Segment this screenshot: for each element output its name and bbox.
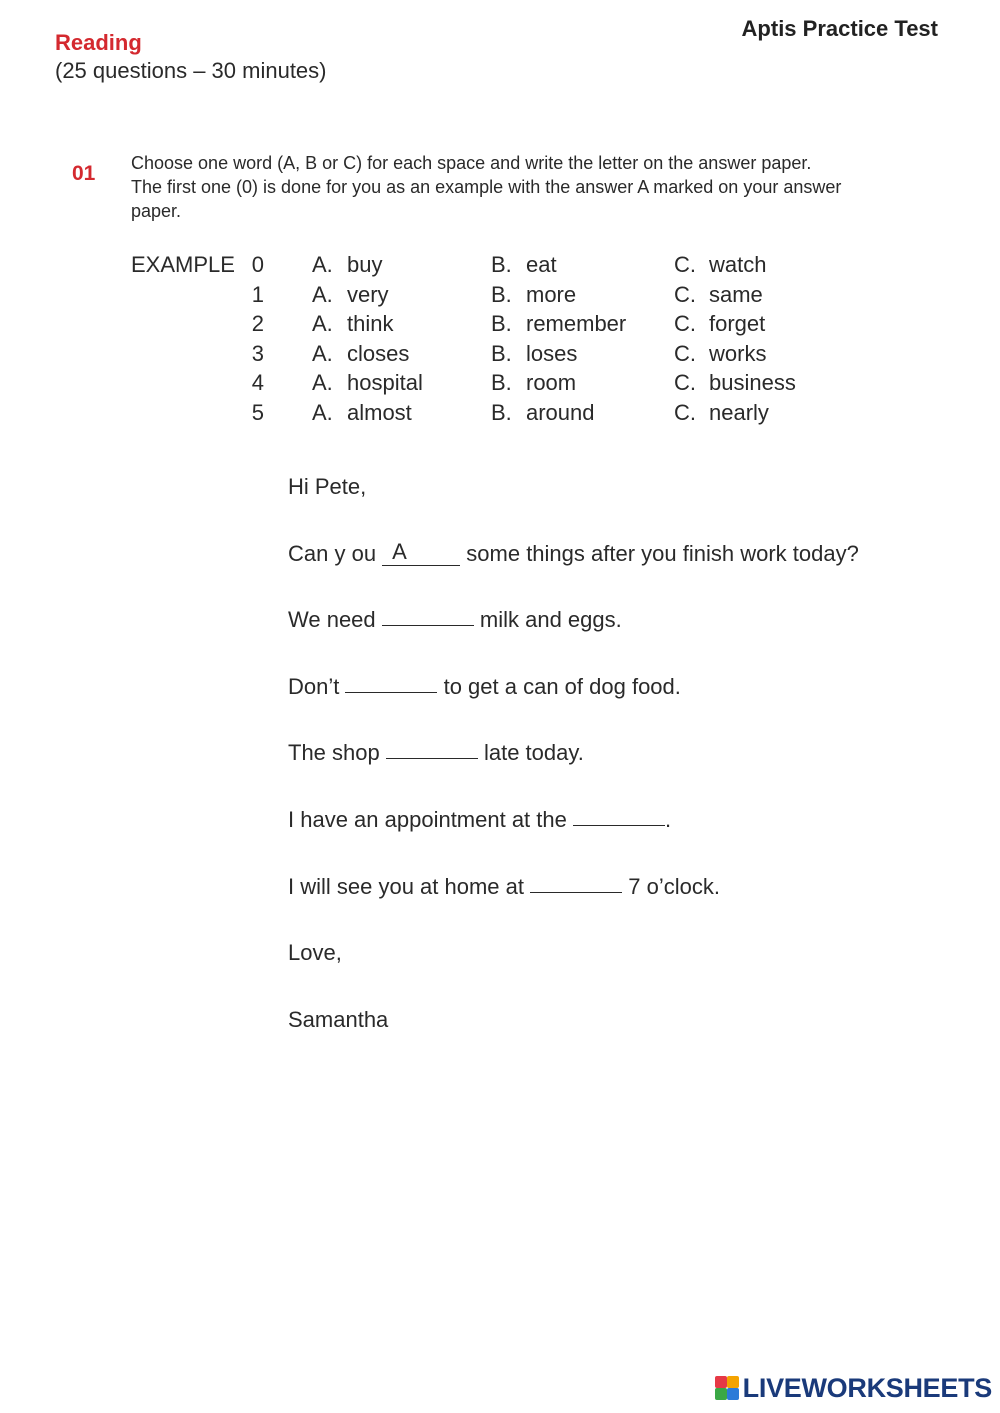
text-segment: to get a can of dog food. [437,673,681,699]
letter-closing: Love, [288,940,342,966]
option-b[interactable] [491,339,577,369]
option-b-word: more [526,281,577,307]
section-detail: (25 questions – 30 minutes) [55,58,327,83]
option-c-letter: C. [674,370,696,395]
liveworksheets-logo-icon [715,1376,739,1400]
letter-signature: Samantha [288,1006,389,1032]
option-c-word: watch [709,252,767,277]
option-c-word: business [709,370,796,395]
letter-line-1 [288,603,968,670]
letter-line-2 [288,670,968,737]
option-b-word: eat [526,252,557,277]
option-number: 2 [251,311,264,336]
option-a[interactable] [312,398,412,428]
text-segment: Can y ou [288,540,383,566]
question-number: 01 [72,162,96,185]
option-c-word: forget [709,311,766,336]
option-c[interactable] [674,309,765,339]
example-label: EXAMPLE [131,252,235,277]
option-a-letter: A. [312,340,333,366]
option-b[interactable] [491,280,576,310]
liveworksheets-brand[interactable] [715,1373,992,1403]
text-segment: . [664,806,672,832]
option-b-letter: B. [491,281,512,307]
letter-line-4 [288,803,968,870]
option-b-letter: B. [491,340,512,366]
answer-blank-5[interactable] [530,872,622,893]
text-segment: 7 o’clock. [622,873,720,899]
option-c-letter: C. [674,281,696,307]
option-c[interactable] [674,368,796,398]
letter-line-example [288,537,968,604]
option-a-letter: A. [312,281,333,307]
option-a[interactable] [312,309,393,339]
answer-blank-2[interactable] [345,672,437,693]
option-a-word: think [347,311,394,336]
option-b-word: room [526,370,577,395]
option-b-word: remember [526,311,627,336]
logo-square-orange [727,1376,739,1388]
letter-line-5 [288,870,968,937]
option-number: 0 [251,252,264,277]
logo-square-red [715,1376,727,1388]
letter-greeting: Hi Pete, [288,474,367,499]
text-segment: some things after you finish work today? [460,540,859,566]
option-b[interactable] [491,250,557,280]
section-title: Reading [55,30,142,55]
logo-square-blue [727,1388,739,1400]
option-number: 4 [251,370,264,395]
option-c-word: works [709,340,767,366]
logo-square-green [715,1388,727,1400]
option-c[interactable] [674,339,766,369]
option-b[interactable] [491,368,576,398]
option-c-letter: C. [674,340,696,366]
option-b[interactable] [491,309,626,339]
text-segment: The shop [288,740,386,766]
option-number: 5 [251,399,264,425]
text-segment: milk and eggs. [473,607,622,633]
text-segment: I have an appointment at the [288,806,573,832]
option-a-letter: A. [312,370,333,395]
text-segment: late today. [477,740,584,766]
instruction-line-1: Choose one word (A, B or C) for each space and write the letter on the answer paper. [131,153,812,173]
option-b-letter: B. [491,311,512,336]
option-a[interactable] [312,368,423,398]
letter-line-3 [288,736,968,803]
text-segment: Don’t [288,673,346,699]
instructions [131,151,951,223]
option-c[interactable] [674,250,766,280]
answer-blank-example: A [382,539,460,566]
option-a-letter: A. [312,399,333,425]
option-c-letter: C. [674,311,696,336]
answer-blank-1[interactable] [382,605,474,626]
answer-blank-4[interactable] [573,805,665,826]
option-b-word: around [526,399,595,425]
option-c-word: same [709,281,763,307]
option-a-word: almost [347,399,412,425]
option-a[interactable] [312,339,409,369]
instruction-line-2: The first one (0) is done for you as an example with the answer A marked on your answer [131,177,842,197]
test-title: Aptis Practice Test [741,16,938,41]
instruction-line-3: paper. [131,201,182,221]
option-a-word: hospital [347,370,423,395]
option-a-letter: A. [312,252,333,277]
option-b-word: loses [526,340,578,366]
option-a[interactable] [312,250,382,280]
option-c[interactable] [674,280,763,310]
option-c-letter: C. [674,399,696,425]
option-c[interactable] [674,398,769,428]
option-b[interactable] [491,398,595,428]
option-b-letter: B. [491,252,512,277]
option-number: 1 [251,281,264,307]
option-c-letter: C. [674,252,696,277]
answer-blank-3[interactable] [386,738,478,759]
option-c-word: nearly [709,399,769,425]
option-b-letter: B. [491,370,512,395]
option-a-letter: A. [312,311,333,336]
text-segment: We need [288,607,382,633]
brand-name: LIVEWORKSHEETS [742,1372,992,1403]
option-a-word: very [347,281,389,307]
option-a-word: buy [347,252,383,277]
option-a-word: closes [347,340,410,366]
option-a[interactable] [312,280,389,310]
letter-text [288,470,968,1069]
text-segment: I will see you at home at [288,873,531,899]
option-b-letter: B. [491,399,512,425]
option-number: 3 [251,340,264,366]
